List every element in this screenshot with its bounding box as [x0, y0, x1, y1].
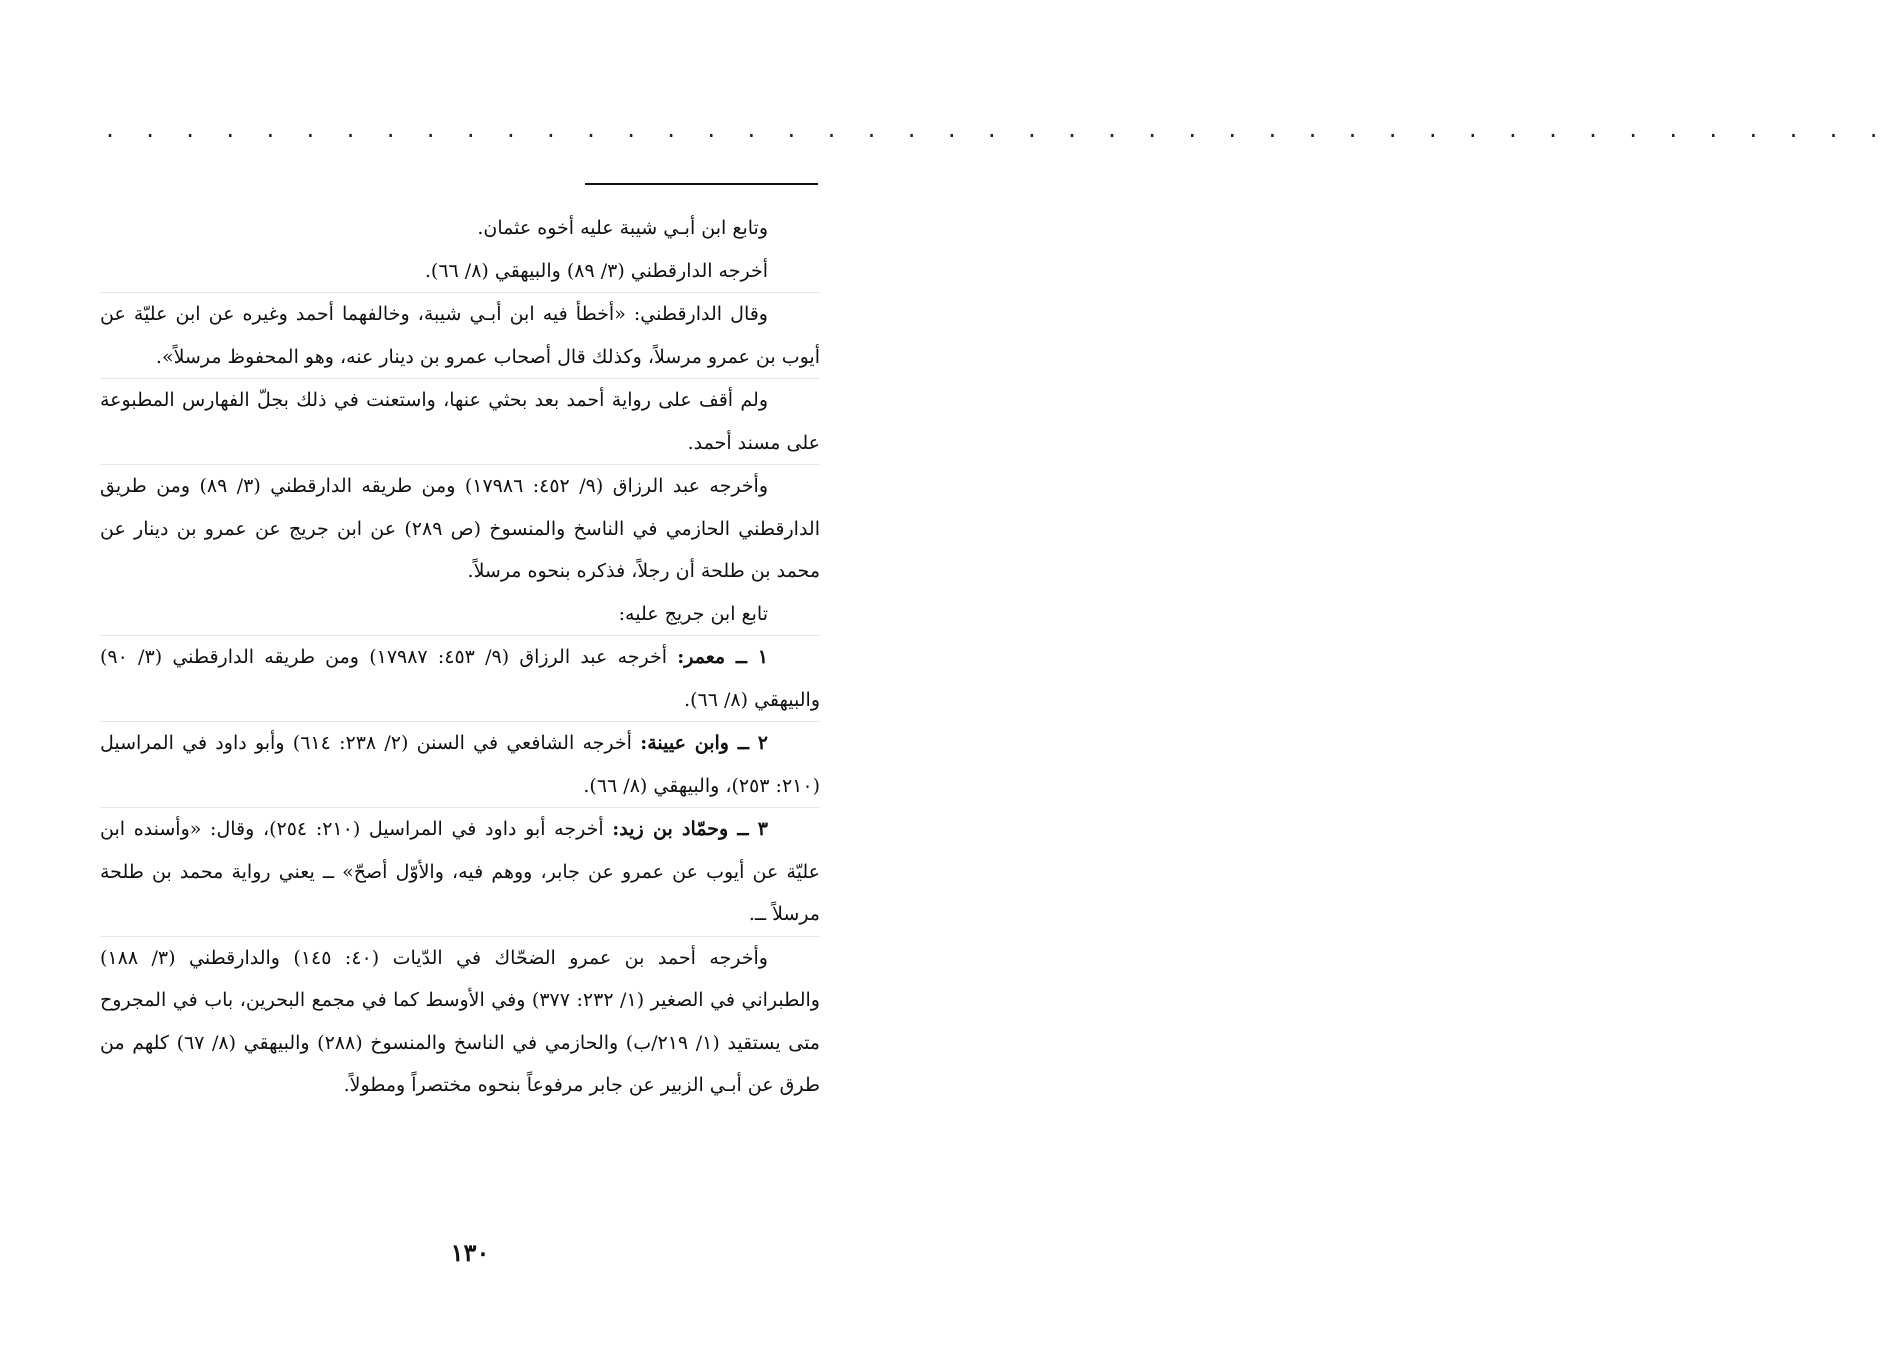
- paragraph-text: وأخرجه عبد الرزاق (٩/ ٤٥٢: ١٧٩٨٦) ومن طريقه الدارقطني (٣/ ٨٩) ومن طريق الدارقطني الحازمي في الناسخ والمنسوخ (ص ٢٨٩) عن ابن جريج عن عمرو بن دينار عن محمد بن طلحة أن رجلاً، فذكره بنحوه مرسلاً.: [100, 475, 820, 582]
- paragraph: [100, 464, 820, 593]
- paragraph-text: ولم أقف على رواية أحمد بعد بحثي عنها، واستعنت في ذلك بجلّ الفهارس المطبوعة على مسند أحمد.: [100, 389, 820, 454]
- paragraph-lead: ٣ ــ وحمّاد بن زيد:: [612, 818, 768, 840]
- paragraph-text: وأخرجه أحمد بن عمرو الضحّاك في الدّيات (٤٠: ١٤٥) والدارقطني (٣/ ١٨٨) والطبراني في الصغير (١/ ٢٣٢: ٣٧٧) وفي الأوسط كما في مجمع البحرين، باب في المجروح متى يستقيد (١/ ٢١٩/ب) والحازمي في الناسخ والمنسوخ (٢٨٨) والبيهقي (٨/ ٦٧) كلهم من طرق عن أبـي الزبير عن جابر مرفوعاً بنحوه مختصراً ومطولاً.: [100, 946, 820, 1096]
- paragraph-lead: ١ ــ معمر:: [677, 646, 768, 668]
- page-number: ١٣٠: [450, 1238, 490, 1267]
- body-text: [100, 207, 820, 1107]
- paragraph: [100, 292, 820, 378]
- paragraph-lead: ٢ ــ وابن عيينة:: [640, 732, 769, 754]
- paragraph-text: أخرجه الدارقطني (٣/ ٨٩) والبيهقي (٨/ ٦٦).: [424, 259, 768, 282]
- paragraph-text: تابع ابن جريج عليه:: [618, 602, 768, 625]
- paragraph: [100, 635, 820, 721]
- paragraph: [100, 721, 820, 807]
- paragraph: [100, 250, 820, 293]
- paragraph: [100, 207, 820, 250]
- paragraph: [100, 593, 820, 636]
- footnote-rule: [585, 183, 818, 185]
- paragraph-text: أخرجه عبد الرزاق (٩/ ٤٥٣: ١٧٩٨٧) ومن طريقه الدارقطني (٣/ ٩٠) والبيهقي (٨/ ٦٦).: [100, 646, 820, 711]
- dotted-separator: . . . . . . . . . . . . . . . . . . . . . . . . . . . . . . . . . . . . . . . . . . . . .: [104, 118, 1888, 142]
- paragraph: [100, 807, 820, 936]
- paragraph-text: أخرجه الشافعي في السنن (٢/ ٢٣٨: ٦١٤) وأبو داود في المراسيل (٢١٠: ٢٥٣)، والبيهقي (٨/ ٦٦).: [100, 732, 820, 797]
- paragraph: [100, 378, 820, 464]
- paragraph-text: وتابع ابن أبـي شيبة عليه أخوه عثمان.: [477, 217, 768, 239]
- paragraph-text: أخرجه أبو داود في المراسيل (٢١٠: ٢٥٤)، وقال: «وأسنده ابن عليّة عن أيوب عن عمرو عن جابر، ووهم فيه، والأوّل أصحّ» ــ يعني رواية محمد بن طلحة مرسلاً ــ.: [100, 818, 820, 925]
- paragraph-text: وقال الدارقطني: «أخطأ فيه ابن أبـي شيبة، وخالفهما أحمد وغيره عن ابن عليّة عن أيوب بن عمرو مرسلاً، وكذلك قال أصحاب عمرو بن دينار عنه، وهو المحفوظ مرسلاً».: [100, 303, 820, 368]
- paragraph: [100, 936, 820, 1107]
